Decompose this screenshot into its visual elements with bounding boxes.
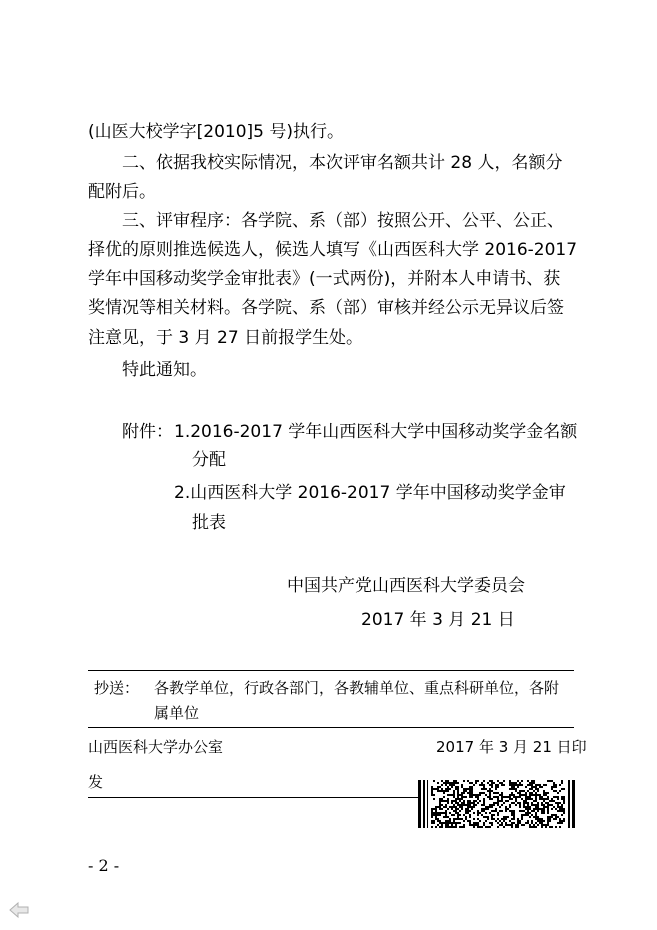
body-line-7: 奖情况等相关材料。各学院、系（部）审核并经公示无异议后签 xyxy=(88,298,564,318)
barcode-image xyxy=(418,780,576,828)
issuer-office: 山西医科大学办公室 xyxy=(88,738,224,756)
body-line-6: 学年中国移动奖学金审批表》(一式两份)，并附本人申请书、获 xyxy=(88,269,561,289)
body-line-1: (山医大校学字[2010]5 号)执行。 xyxy=(88,122,345,142)
attachments-label: 附件： xyxy=(122,422,173,442)
distribution-line-2: 属单位 xyxy=(154,704,200,722)
signature-org: 中国共产党山西医科大学委员会 xyxy=(287,576,525,596)
issuer-date-continued: 发 xyxy=(88,773,104,791)
distribution-top-rule xyxy=(88,670,574,671)
body-line-8: 注意见，于 3 月 27 日前报学生处。 xyxy=(88,328,364,348)
back-arrow-icon[interactable] xyxy=(8,900,30,920)
body-line-2: 二、依据我校实际情况，本次评审名额共计 28 人，名额分 xyxy=(122,153,563,173)
body-line-3: 配附后。 xyxy=(88,182,156,202)
body-line-5: 择优的原则推选候选人，候选人填写《山西医科大学 2016-2017 xyxy=(88,240,578,260)
attachment-2-line-1: 2.山西医科大学 2016-2017 学年中国移动奖学金审 xyxy=(174,483,566,503)
attachment-1-line-2: 分配 xyxy=(192,450,226,470)
issuer-date: 2017 年 3 月 21 日印 xyxy=(436,738,587,756)
distribution-line-1: 各教学单位，行政各部门，各教辅单位、重点科研单位，各附 xyxy=(154,679,560,697)
issuer-bottom-rule xyxy=(88,797,418,798)
attachment-2-line-2: 批表 xyxy=(192,513,226,533)
page-number: - 2 - xyxy=(88,856,120,875)
distribution-bottom-rule xyxy=(88,727,574,728)
closing-line: 特此通知。 xyxy=(122,360,207,380)
body-line-4: 三、评审程序：各学院、系（部）按照公开、公平、公正、 xyxy=(122,211,564,231)
distribution-label: 抄送： xyxy=(94,679,140,697)
signature-date: 2017 年 3 月 21 日 xyxy=(361,610,515,630)
attachment-1-line-1: 1.2016-2017 学年山西医科大学中国移动奖学金名额 xyxy=(174,422,578,442)
